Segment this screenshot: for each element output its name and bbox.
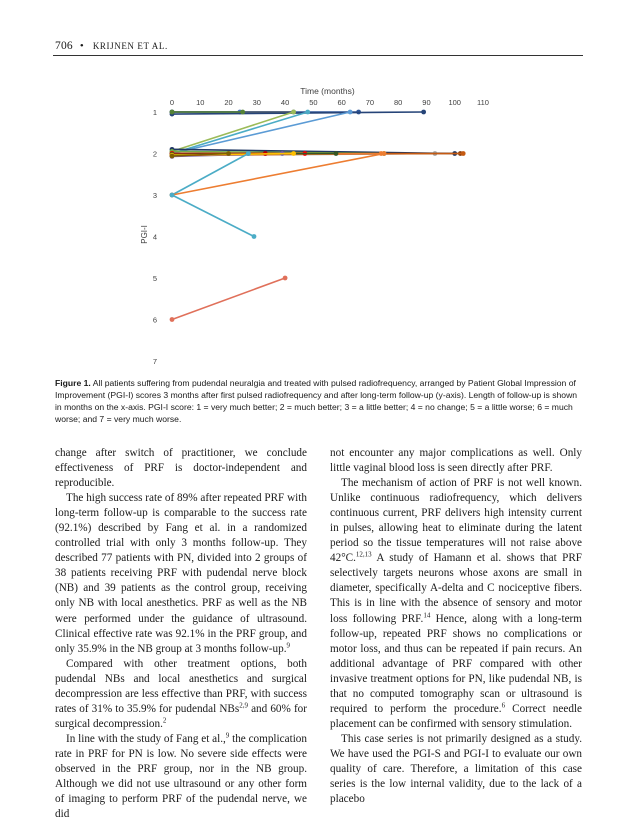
x-tick-label: 20 (224, 98, 233, 107)
body-column-left (55, 446, 307, 822)
data-point (283, 276, 288, 281)
x-tick-label: 80 (394, 98, 403, 107)
x-tick-label: 10 (196, 98, 205, 107)
paragraph: Compared with other treatment options, both pudendal NBs and local anesthetics and surgical decompression are less effective than PRF, with success rates of 31% to 35.9% for pudendal NBs$^{2,9}$ and 60% for surgical decompression.$^2$ (55, 657, 307, 730)
data-point (170, 154, 175, 159)
data-point (291, 151, 296, 156)
page-number: 706 (55, 40, 73, 52)
y-tick-label: 7 (152, 357, 158, 366)
data-point (421, 110, 426, 115)
x-tick-label: 110 (477, 98, 489, 107)
y-axis-title: PGI-I (140, 225, 149, 244)
x-tick-label: 90 (422, 98, 431, 107)
series-line (172, 112, 308, 154)
header-bullet: • (79, 40, 84, 52)
x-tick-label: 70 (365, 98, 375, 107)
x-tick-label: 60 (337, 98, 346, 107)
paragraph: not encounter any major complications as well. Only little vaginal blood loss is seen directly after PRF. (330, 447, 582, 475)
y-tick-label: 3 (152, 191, 158, 200)
citation: 6 (501, 701, 506, 710)
paragraph: The mechanism of action of PRF is not well known. Unlike continuous radiofrequency, which delivers continuous current, PRF delivers high intensity current in pulses, allowing heat to eliminate during the latent period so the tissue temperatures will not raise above 42°C.$^{12,13}$ A study of Hamann et al. shows that PRF selectively targets neurons whose axons are small in diameter, specifically A-delta and C nociceptive fibers. This is in line with the absence of sensory and motor loss following PRF.$^{14}$ Hence, along with a long-term follow-up, repeated PRF shows no complications or motor loss, and thus can be repeated if pain recurs. An additional advantage of PRF compared with other invasive treatment options for PN, like pudendal NB, is that no computed tomography scan or ultrasound is required to perform the procedure.$^6$ Correct needle placement can be confirmed with sensory stimulation. (330, 477, 582, 730)
data-point (291, 110, 296, 115)
pgi-i-line-chart (53, 83, 583, 371)
caption-label: Figure 1. (55, 378, 91, 388)
series-line (172, 154, 248, 196)
citation: 9 (225, 731, 230, 740)
series-line (172, 195, 254, 237)
data-point (170, 193, 175, 198)
series-line (172, 112, 294, 151)
data-point (382, 151, 387, 156)
y-tick-label: 1 (152, 108, 158, 117)
x-tick-label: 100 (448, 98, 461, 107)
data-point (305, 110, 310, 115)
data-point (334, 151, 339, 156)
citation: 9 (286, 640, 291, 649)
figure-caption (55, 377, 583, 425)
x-tick-label: 30 (252, 98, 261, 107)
x-tick-label: 0 (169, 98, 175, 107)
citation: 14 (423, 610, 431, 619)
citation: 2,9 (239, 701, 248, 710)
data-point (461, 151, 466, 156)
citation: 2 (162, 716, 167, 725)
y-tick-label: 5 (152, 274, 158, 283)
data-point (170, 317, 175, 322)
data-point (246, 151, 251, 156)
data-point (240, 110, 245, 115)
header-rule (53, 55, 583, 56)
caption-text: All patients suffering from pudendal neuralgia and treated with pulsed radiofrequency, arranged by Patient Global Impression of Improvement (PGI-I) scores 3 months after first pulsed radiofrequency and after long-term follow-up (y-axis). Length of follow-up is shown in months on the x-axis. PGI-I score: 1 = very much better; 2 = much better; 3 = a little better; 4 = no change; 5 = a little worse; 6 = much worse; and 7 = very much worse. (55, 378, 578, 424)
data-point (348, 110, 353, 115)
paragraph: change after switch of practitioner, we conclude effectiveness of PRF is doctor-independent and reproducible. (55, 447, 307, 490)
body-column-right (330, 446, 582, 807)
data-point (252, 234, 257, 239)
x-tick-label: 50 (309, 98, 318, 107)
paragraph: This case series is not primarily designed as a study. We have used the PGI-S and PGI-I to evaluate our own quality of care. Therefore, a limitation of this case series is the low internal validity, due to the lack of a placebo (330, 732, 582, 806)
series-line (172, 154, 384, 196)
running-head (55, 40, 168, 52)
series-line (172, 112, 350, 154)
series-line (172, 278, 285, 320)
y-tick-label: 4 (152, 232, 158, 242)
y-tick-label: 2 (152, 149, 158, 159)
x-axis-title: Time (months) (300, 86, 355, 96)
paragraph: In line with the study of Fang et al.,$^9$ the complication rate in PRF for PN is low. No severe side effects were observed in the PRF group, nor in the NB group. Although we did not use ultrasound or any other form of imaging to perform PRF of the pudendal nerve, we did (55, 731, 307, 821)
data-point (226, 151, 231, 156)
citation: 12,13 (355, 550, 372, 559)
running-head-authors: KRIJNEN ET AL. (92, 41, 168, 51)
data-point (170, 110, 175, 115)
y-tick-label: 6 (152, 315, 158, 325)
paragraph: The high success rate of 89% after repeated PRF with long-term follow-up is comparable to the success rate (92.1%) described by Fang et al. in a randomized controlled trial with only 3 months follow-up. They described 77 patients with PN, divided into 2 groups of 38 patients receiving PRF with pudendal nerve block (NB) and 39 patients as the control group, receiving only NB with local anesthetics. PRF as well as the NB were performed under the guidance of ultrasound. Clinical effective rate was 92.1% in the PRF group, and only 35.9% in the NB group at 3 months follow-up.$^9$ (55, 492, 307, 655)
x-tick-label: 40 (280, 98, 290, 107)
figure-1 (53, 83, 583, 371)
